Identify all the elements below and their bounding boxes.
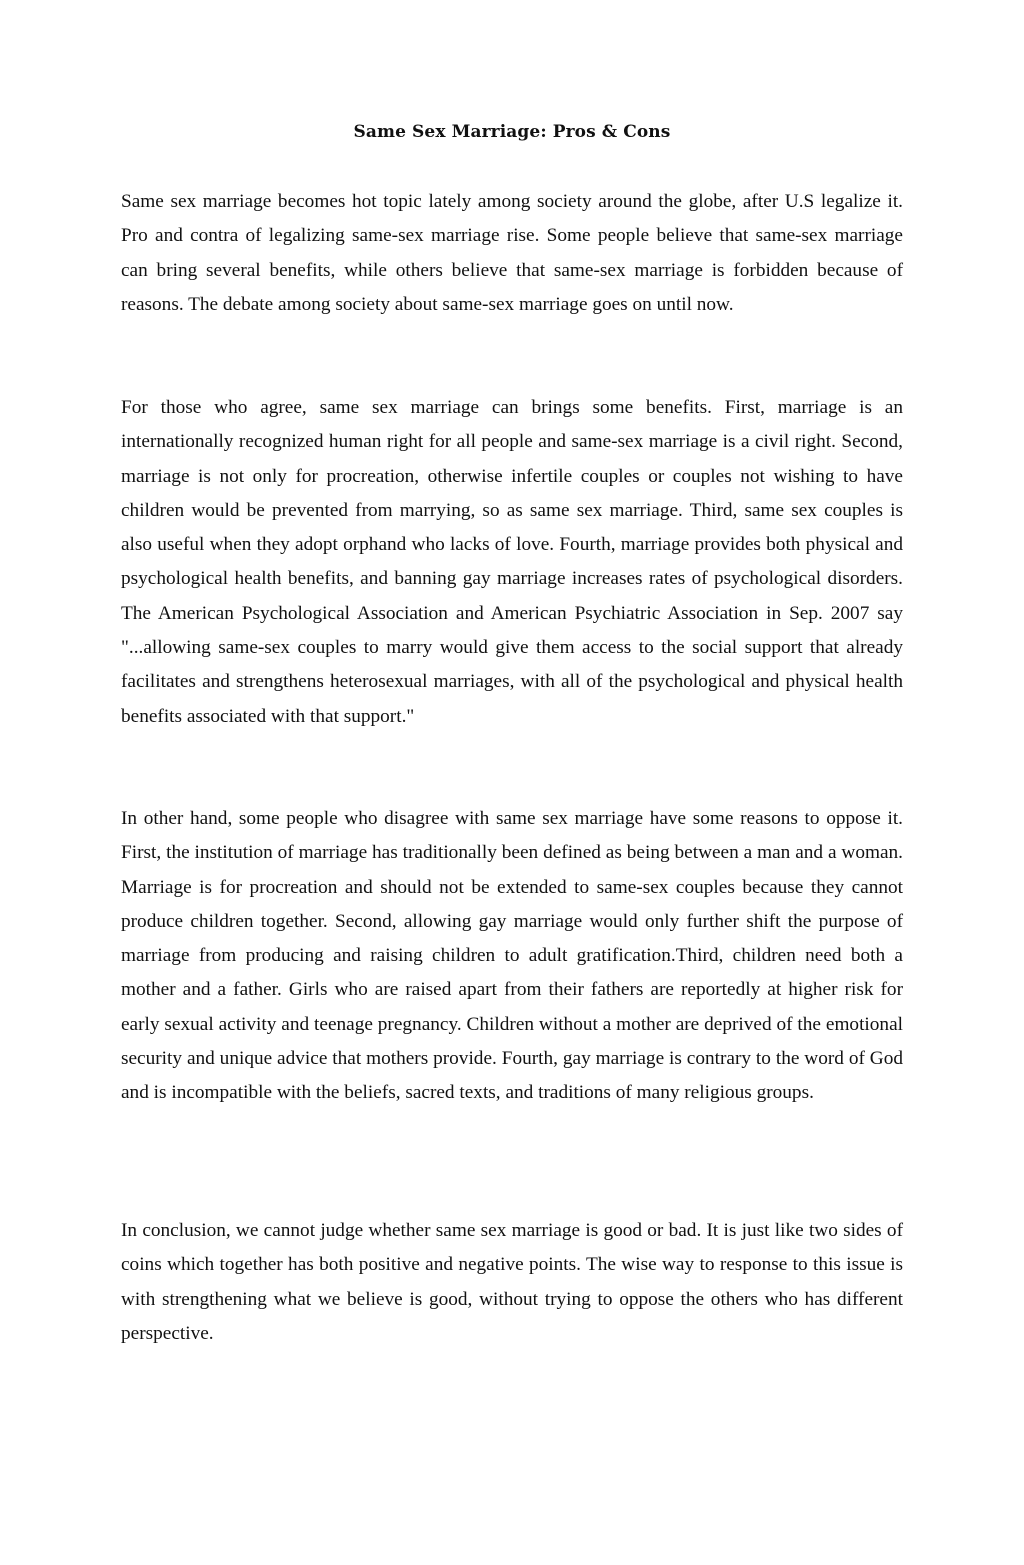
paragraph-cons: In other hand, some people who disagree with same sex marriage have some reasons to oppose it. First, the institution of marriage has traditionally been defined as being between a man and a woman. Marriage is for procreation and should not be extended to same-sex couples because they cannot produce children together. Second, allowing gay marriage would only further shift the purpose of marriage from producing and raising children to adult gratification.Third, children need both a mother and a father. Girls who are raised apart from their fathers are reportedly at higher risk for early sexual activity and teenage pregnancy. Children without a mother are deprived of the emotional security and unique advice that mothers provide. Fourth, gay marriage is contrary to the word of God and is incompatible with the beliefs, sacred texts, and traditions of many religious groups. (121, 808, 903, 1104)
paragraph-pros: For those who agree, same sex marriage can brings some benefits. First, marriage is an internationally recognized human right for all people and same-sex marriage is a civil right. Second, marriage is not only for procreation, otherwise infertile couples or couples not wishing to have children would be prevented from marrying, so as same sex marriage. Third, same sex couples is also useful when they adopt orphand who lacks of love. Fourth, marriage provides both physical and psychological health benefits, and banning gay marriage increases rates of psychological disorders. The American Psychological Association and American Psychiatric Association in Sep. 2007 say "...allowing same-sex couples to marry would give them access to the social support that already facilitates and strengthens heterosexual marriages, with all of the psychological and physical health benefits associated with that support." (121, 397, 903, 727)
paragraph-conclusion: In conclusion, we cannot judge whether same sex marriage is good or bad. It is just like two sides of coins which together has both positive and negative points. The wise way to response to this issue is with strengthening what we believe is good, without trying to oppose the others who has different perspective. (121, 1220, 903, 1344)
document-title: Same Sex Marriage: Pros & Cons (353, 122, 671, 142)
paragraph-introduction: Same sex marriage becomes hot topic lately among society around the globe, after U.S legalize it. Pro and contra of legalizing same-sex marriage rise. Some people believe that same-sex marriage can bring several benefits, while others believe that same-sex marriage is forbidden because of reasons. The debate among society about same-sex marriage goes on until now. (121, 191, 903, 315)
